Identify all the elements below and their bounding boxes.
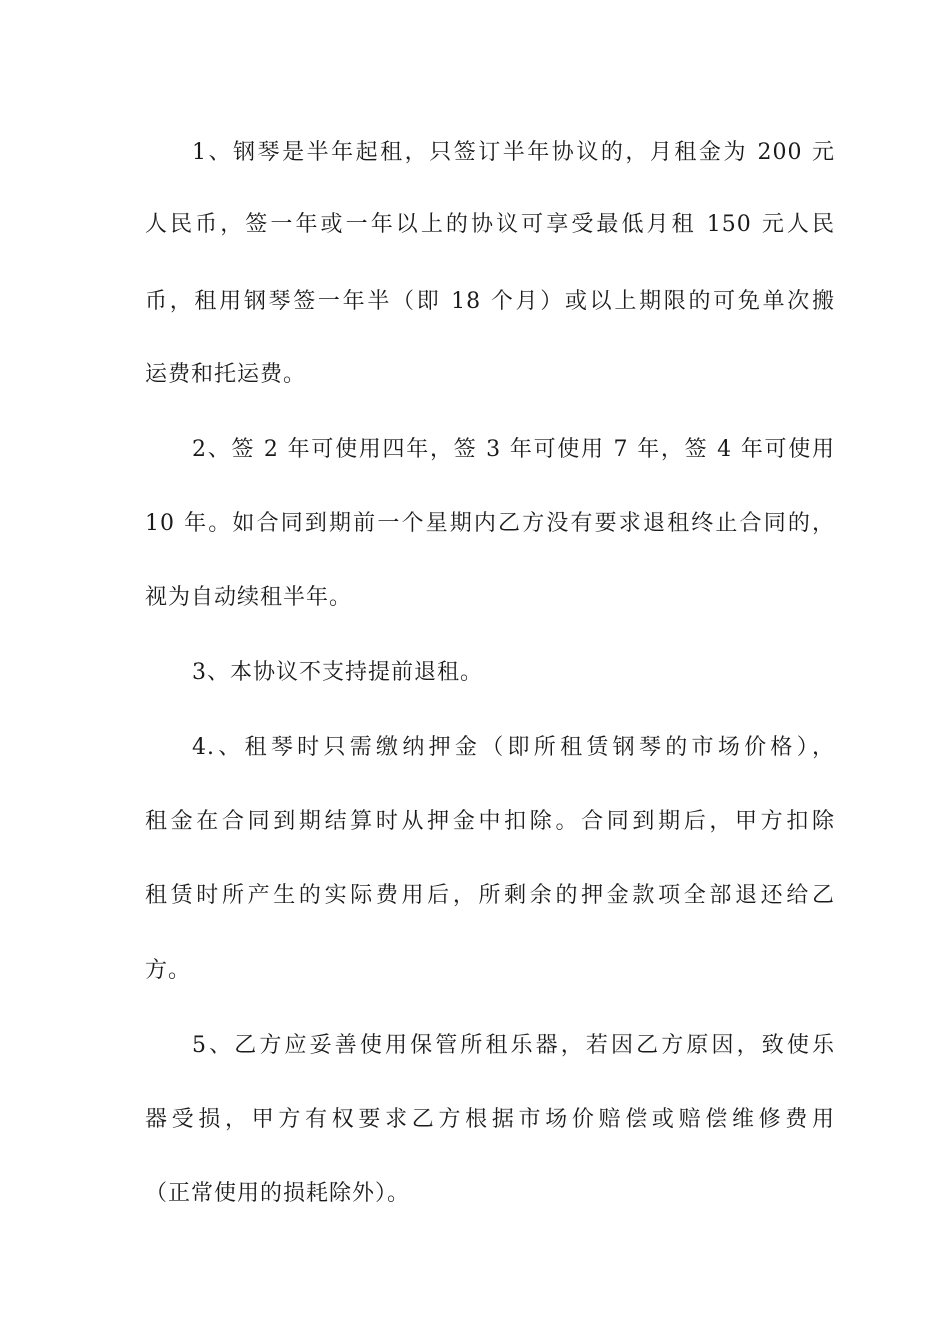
paragraph-4-line-3: 租赁时所产生的实际费用后，所剩余的押金款项全部退还给乙	[145, 883, 835, 908]
paragraph-1-line-3: 币，租用钢琴签一年半（即 18 个月）或以上期限的可免单次搬	[145, 289, 835, 314]
paragraph-3-line-1: 3、本协议不支持提前退租。	[192, 660, 483, 685]
paragraph-1-line-2: 人民币，签一年或一年以上的协议可享受最低月租 150 元人民	[145, 212, 835, 237]
paragraph-5-line-1: 5、乙方应妥善使用保管所租乐器，若因乙方原因，致使乐	[192, 1033, 835, 1058]
paragraph-4-line-4: 方。	[145, 958, 192, 983]
paragraph-5-line-3: （正常使用的损耗除外）。	[145, 1181, 411, 1206]
paragraph-2-line-3: 视为自动续租半年。	[145, 585, 353, 610]
paragraph-2-line-1: 2、签 2 年可使用四年，签 3 年可使用 7 年，签 4 年可使用	[192, 437, 835, 462]
paragraph-2-line-2: 10 年。如合同到期前一个星期内乙方没有要求退租终止合同的，	[145, 511, 835, 536]
paragraph-4-line-1: 4.、租琴时只需缴纳押金（即所租赁钢琴的市场价格），	[192, 735, 835, 760]
paragraph-1-line-1: 1、钢琴是半年起租，只签订半年协议的，月租金为 200 元	[192, 140, 835, 165]
paragraph-1-line-4: 运费和托运费。	[145, 362, 307, 387]
paragraph-4-line-2: 租金在合同到期结算时从押金中扣除。合同到期后，甲方扣除	[145, 809, 835, 834]
paragraph-5-line-2: 器受损，甲方有权要求乙方根据市场价赔偿或赔偿维修费用	[145, 1107, 835, 1132]
